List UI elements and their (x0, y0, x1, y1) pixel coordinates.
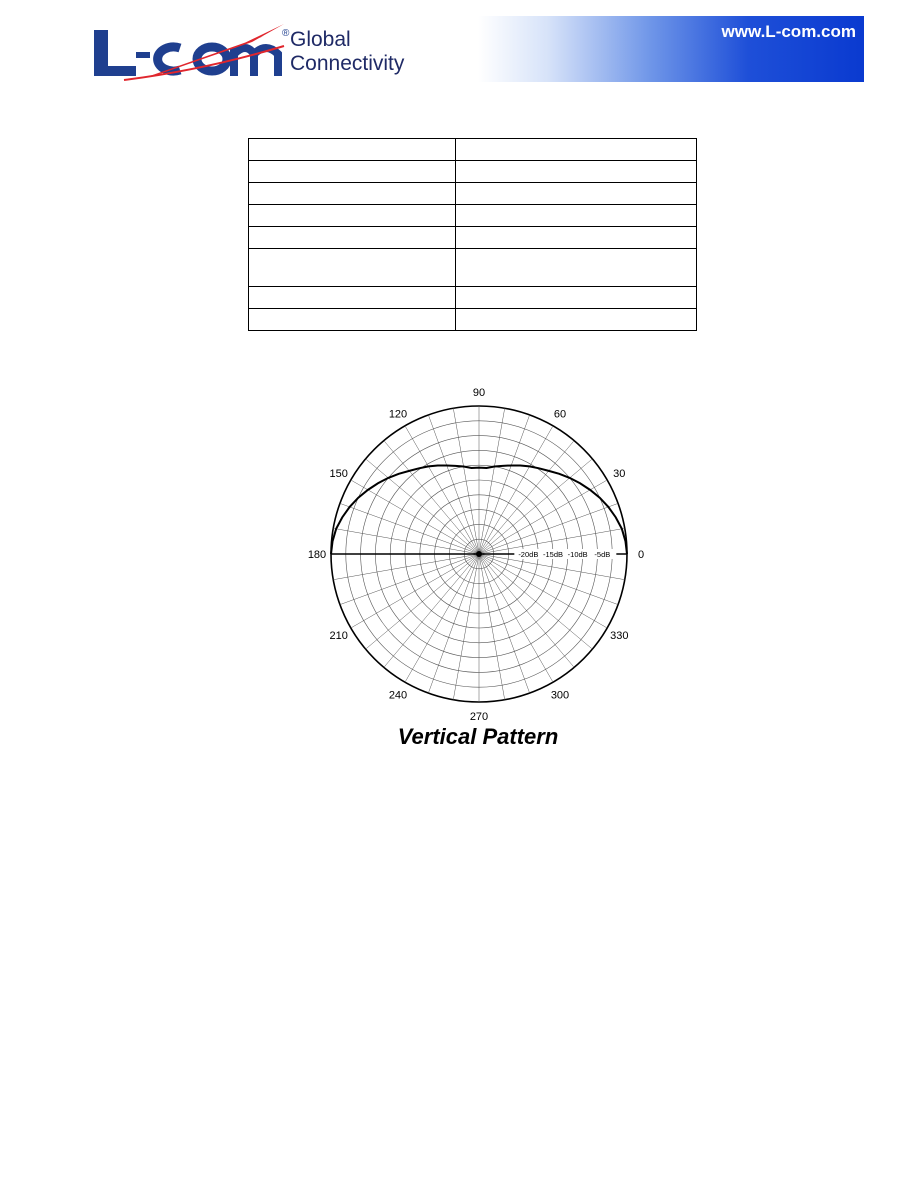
angle-label: 180 (307, 549, 327, 561)
angle-label: 90 (472, 387, 486, 399)
spec-row (249, 183, 697, 205)
spec-label-cell (249, 249, 456, 287)
spec-label-cell (249, 161, 456, 183)
spec-table-body (249, 139, 697, 331)
angle-label: 210 (329, 630, 348, 642)
spec-label-cell (249, 227, 456, 249)
radial-labels (514, 549, 616, 559)
angle-label: 30 (613, 468, 626, 480)
spec-label-cell (249, 183, 456, 205)
page-header (0, 0, 918, 90)
radial-label: -5dB (594, 550, 611, 559)
center-dot (476, 551, 482, 557)
polar-plot (290, 380, 645, 755)
tagline-connectivity: Connectivity (290, 52, 405, 75)
grid-spoke (479, 441, 574, 554)
spec-value-cell (456, 139, 697, 161)
spec-row (249, 161, 697, 183)
angle-label: 150 (329, 468, 348, 480)
angle-label: 270 (469, 711, 489, 723)
spec-value-cell (456, 183, 697, 205)
spec-table (248, 138, 697, 331)
grid-spoke (366, 554, 479, 649)
spec-row (249, 205, 697, 227)
grid-spoke (479, 554, 592, 649)
spec-label-cell (249, 139, 456, 161)
spec-row (249, 287, 697, 309)
spec-value-cell (456, 249, 697, 287)
grid-spoke (384, 554, 479, 667)
spec-label-cell (249, 205, 456, 227)
spec-value-cell (456, 287, 697, 309)
spec-value-cell (456, 227, 697, 249)
spec-row (249, 139, 697, 161)
spec-row (249, 227, 697, 249)
angle-label: 60 (553, 408, 567, 421)
spec-row (249, 309, 697, 331)
tagline-global: Global (290, 28, 351, 51)
radial-label: -20dB (518, 550, 539, 559)
radial-label: -15dB (542, 550, 564, 559)
spec-row (249, 249, 697, 287)
grid-spoke (366, 459, 479, 554)
vertical-pattern-chart (290, 380, 645, 755)
lcom-logo[interactable] (84, 18, 424, 84)
radial-label: -10dB (567, 550, 588, 559)
spec-label-cell (249, 287, 456, 309)
logo-registered-mark: ® (282, 28, 290, 39)
grid-spoke (479, 554, 574, 667)
spec-value-cell (456, 161, 697, 183)
spec-value-cell (456, 309, 697, 331)
header-banner (478, 16, 864, 82)
angle-label: 120 (388, 408, 408, 421)
chart-title: Vertical Pattern (397, 724, 559, 749)
grid-spoke (384, 441, 479, 554)
angle-label: 330 (610, 630, 629, 642)
angle-label: 0 (637, 549, 645, 561)
spec-value-cell (456, 205, 697, 227)
grid-spoke (479, 459, 592, 554)
spec-label-cell (249, 309, 456, 331)
angle-label: 300 (550, 689, 570, 702)
site-url-link[interactable]: www.L-com.com (721, 22, 856, 41)
angle-label: 240 (388, 689, 408, 702)
